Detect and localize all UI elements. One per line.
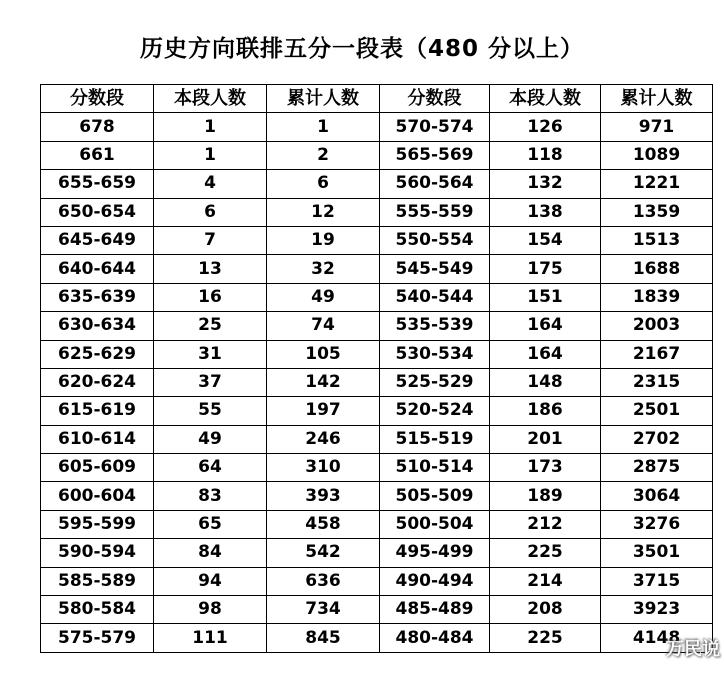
cumulative-cell: 1359: [601, 198, 713, 226]
page-title: 历史方向联排五分一段表（480 分以上）: [139, 36, 585, 62]
cumulative-cell: 32: [267, 255, 380, 283]
count-cell: 6: [154, 198, 267, 226]
count-cell: 186: [490, 397, 601, 425]
table-row: [41, 198, 713, 226]
score-range-cell: 510-514: [380, 454, 490, 482]
count-cell: 148: [490, 368, 601, 396]
count-cell: 98: [154, 596, 267, 624]
cumulative-cell: 1688: [601, 255, 713, 283]
score-range-cell: 530-534: [380, 340, 490, 368]
score-range-cell: 560-564: [380, 170, 490, 198]
cumulative-cell: 1839: [601, 283, 713, 311]
score-range-cell: 630-634: [41, 312, 154, 340]
count-cell: 164: [490, 340, 601, 368]
table-row: [41, 425, 713, 453]
score-range-cell: 480-484: [380, 624, 490, 652]
table-row: [41, 567, 713, 595]
score-range-cell: 678: [41, 113, 154, 141]
table-row: [41, 539, 713, 567]
cumulative-cell: 636: [267, 567, 380, 595]
count-cell: 151: [490, 283, 601, 311]
cumulative-cell: 3276: [601, 510, 713, 538]
count-cell: 7: [154, 226, 267, 254]
count-cell: 65: [154, 510, 267, 538]
col-header-count: 本段人数: [154, 85, 267, 113]
count-cell: 225: [490, 539, 601, 567]
cumulative-cell: 2702: [601, 425, 713, 453]
score-range-cell: 625-629: [41, 340, 154, 368]
score-range-cell: 535-539: [380, 312, 490, 340]
header-row: [41, 85, 713, 113]
count-cell: 154: [490, 226, 601, 254]
score-table: [40, 84, 713, 653]
table-row: [41, 340, 713, 368]
cumulative-cell: 2315: [601, 368, 713, 396]
count-cell: 173: [490, 454, 601, 482]
score-range-cell: 605-609: [41, 454, 154, 482]
score-range-cell: 600-604: [41, 482, 154, 510]
score-range-cell: 505-509: [380, 482, 490, 510]
cumulative-cell: 142: [267, 368, 380, 396]
watermark: 万民说: [666, 639, 720, 660]
count-cell: 37: [154, 368, 267, 396]
count-cell: 94: [154, 567, 267, 595]
cumulative-cell: 1: [267, 113, 380, 141]
count-cell: 201: [490, 425, 601, 453]
col-header-score-range: 分数段: [41, 85, 154, 113]
table-row: [41, 255, 713, 283]
cumulative-cell: 19: [267, 226, 380, 254]
count-cell: 164: [490, 312, 601, 340]
score-range-cell: 615-619: [41, 397, 154, 425]
col-header-cumulative: 累计人数: [601, 85, 713, 113]
count-cell: 64: [154, 454, 267, 482]
cumulative-cell: 734: [267, 596, 380, 624]
count-cell: 111: [154, 624, 267, 652]
count-cell: 126: [490, 113, 601, 141]
table-row: [41, 397, 713, 425]
score-range-cell: 620-624: [41, 368, 154, 396]
cumulative-cell: 393: [267, 482, 380, 510]
score-range-cell: 635-639: [41, 283, 154, 311]
score-range-cell: 555-559: [380, 198, 490, 226]
score-range-cell: 595-599: [41, 510, 154, 538]
score-range-cell: 570-574: [380, 113, 490, 141]
count-cell: 132: [490, 170, 601, 198]
score-range-cell: 590-594: [41, 539, 154, 567]
cumulative-cell: 74: [267, 312, 380, 340]
table-row: [41, 624, 713, 652]
count-cell: 13: [154, 255, 267, 283]
cumulative-cell: 971: [601, 113, 713, 141]
cumulative-cell: 310: [267, 454, 380, 482]
cumulative-cell: 2003: [601, 312, 713, 340]
score-range-cell: 500-504: [380, 510, 490, 538]
count-cell: 4: [154, 170, 267, 198]
score-range-cell: 610-614: [41, 425, 154, 453]
count-cell: 1: [154, 113, 267, 141]
cumulative-cell: 197: [267, 397, 380, 425]
table-row: [41, 170, 713, 198]
score-range-cell: 585-589: [41, 567, 154, 595]
cumulative-cell: 6: [267, 170, 380, 198]
col-header-score-range: 分数段: [380, 85, 490, 113]
cumulative-cell: 1513: [601, 226, 713, 254]
score-range-cell: 485-489: [380, 596, 490, 624]
table-row: [41, 226, 713, 254]
score-range-cell: 575-579: [41, 624, 154, 652]
count-cell: 138: [490, 198, 601, 226]
cumulative-cell: 3064: [601, 482, 713, 510]
cumulative-cell: 3501: [601, 539, 713, 567]
count-cell: 214: [490, 567, 601, 595]
count-cell: 225: [490, 624, 601, 652]
cumulative-cell: 2: [267, 141, 380, 169]
col-header-count: 本段人数: [490, 85, 601, 113]
cumulative-cell: 49: [267, 283, 380, 311]
table-row: [41, 141, 713, 169]
score-range-cell: 540-544: [380, 283, 490, 311]
cumulative-cell: 2167: [601, 340, 713, 368]
count-cell: 189: [490, 482, 601, 510]
score-range-cell: 545-549: [380, 255, 490, 283]
score-range-cell: 550-554: [380, 226, 490, 254]
count-cell: 55: [154, 397, 267, 425]
cumulative-cell: 3715: [601, 567, 713, 595]
table-row: [41, 283, 713, 311]
score-range-cell: 565-569: [380, 141, 490, 169]
score-range-cell: 490-494: [380, 567, 490, 595]
score-range-cell: 650-654: [41, 198, 154, 226]
cumulative-cell: 845: [267, 624, 380, 652]
cumulative-cell: 2875: [601, 454, 713, 482]
table-row: [41, 596, 713, 624]
table-row: [41, 482, 713, 510]
cumulative-cell: 12: [267, 198, 380, 226]
cumulative-cell: 1221: [601, 170, 713, 198]
count-cell: 25: [154, 312, 267, 340]
cumulative-cell: 542: [267, 539, 380, 567]
table-row: [41, 312, 713, 340]
count-cell: 1: [154, 141, 267, 169]
count-cell: 118: [490, 141, 601, 169]
count-cell: 31: [154, 340, 267, 368]
cumulative-cell: 1089: [601, 141, 713, 169]
count-cell: 212: [490, 510, 601, 538]
table-body: [41, 113, 713, 652]
cumulative-cell: 105: [267, 340, 380, 368]
count-cell: 49: [154, 425, 267, 453]
score-range-cell: 640-644: [41, 255, 154, 283]
score-range-cell: 520-524: [380, 397, 490, 425]
table-row: [41, 368, 713, 396]
table-row: [41, 113, 713, 141]
table-row: [41, 510, 713, 538]
count-cell: 175: [490, 255, 601, 283]
score-range-cell: 661: [41, 141, 154, 169]
count-cell: 16: [154, 283, 267, 311]
cumulative-cell: 3923: [601, 596, 713, 624]
table-row: [41, 454, 713, 482]
col-header-cumulative: 累计人数: [267, 85, 380, 113]
cumulative-cell: 4148: [601, 624, 713, 652]
score-range-cell: 655-659: [41, 170, 154, 198]
cumulative-cell: 246: [267, 425, 380, 453]
score-range-cell: 525-529: [380, 368, 490, 396]
cumulative-cell: 2501: [601, 397, 713, 425]
count-cell: 208: [490, 596, 601, 624]
score-range-cell: 515-519: [380, 425, 490, 453]
count-cell: 83: [154, 482, 267, 510]
cumulative-cell: 458: [267, 510, 380, 538]
score-range-cell: 495-499: [380, 539, 490, 567]
count-cell: 84: [154, 539, 267, 567]
score-range-cell: 580-584: [41, 596, 154, 624]
score-range-cell: 645-649: [41, 226, 154, 254]
